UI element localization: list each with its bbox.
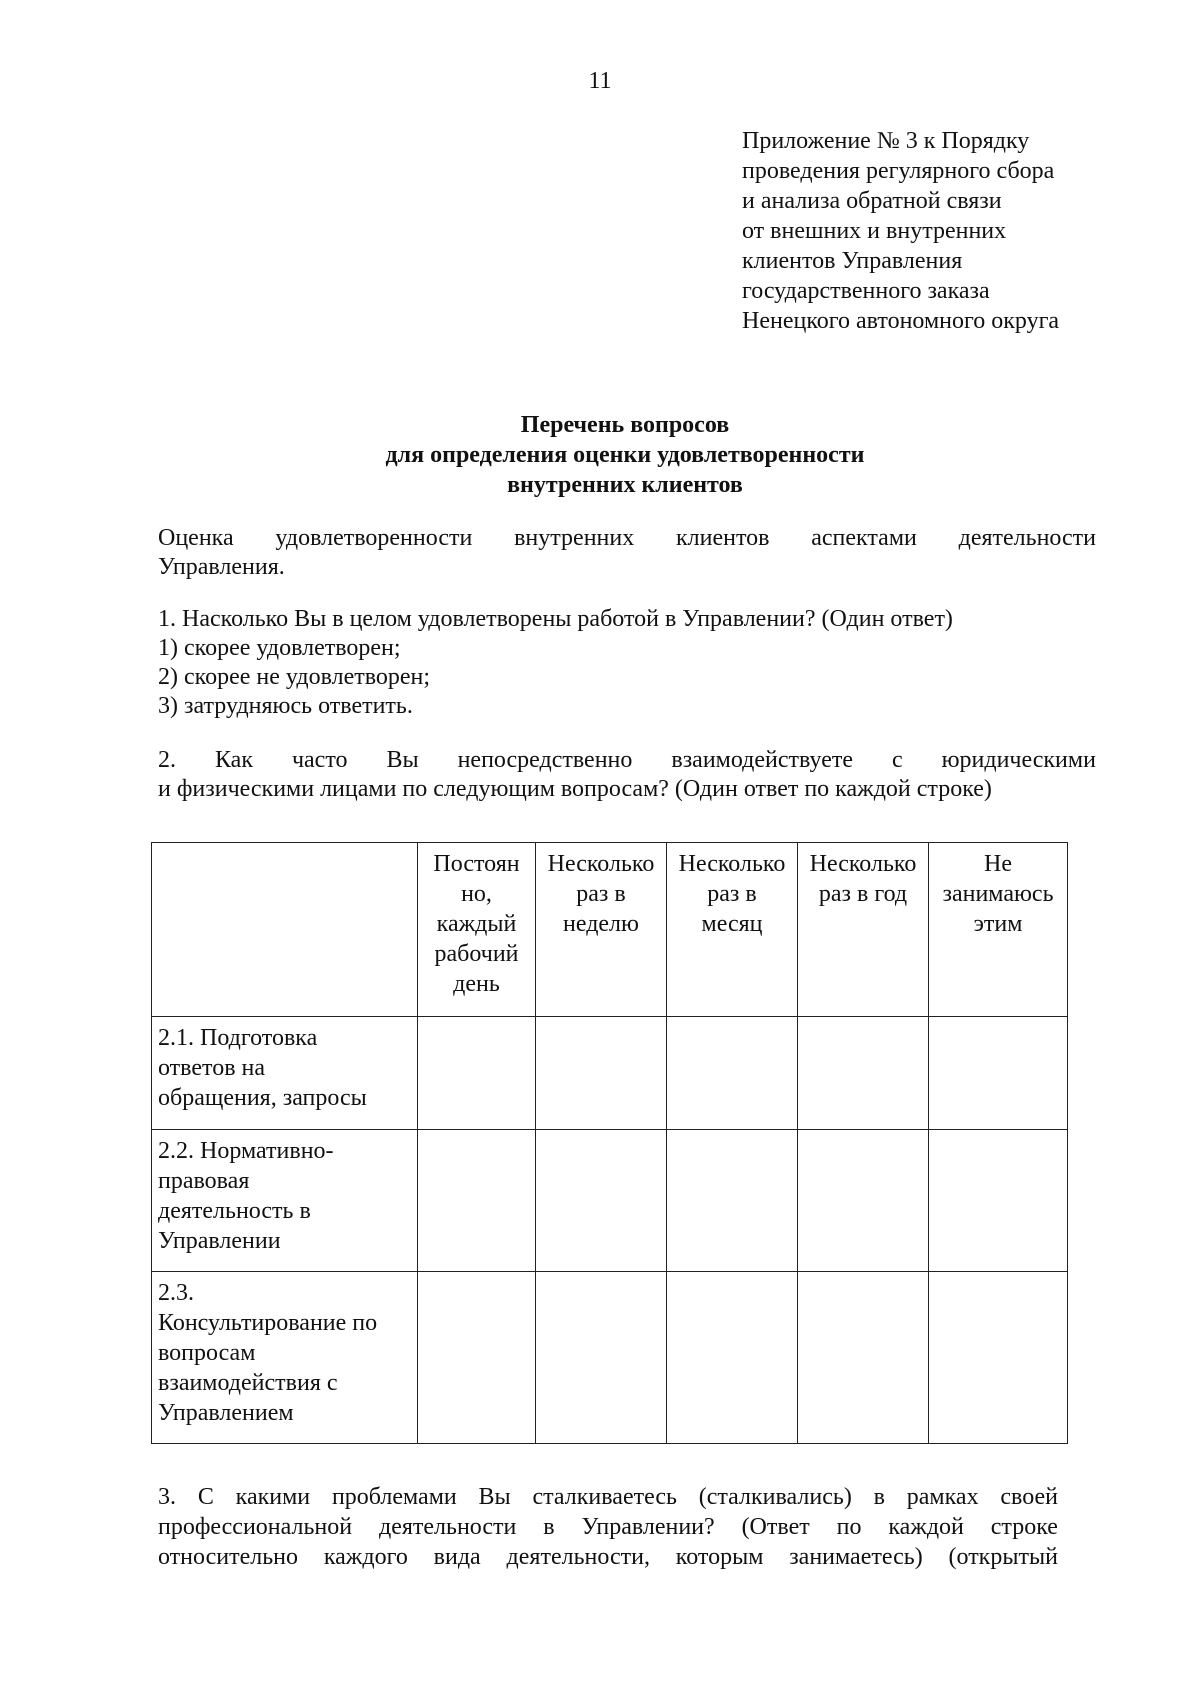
word: в [873,1484,885,1510]
header-line: рабочий [434,941,519,967]
header-line: Постоян [433,851,520,877]
table-row [152,1130,1068,1272]
question-3-line-3 [158,1542,1058,1572]
header-daily [418,843,536,1017]
answer-cell[interactable] [418,1272,536,1444]
word: вида [433,1544,481,1570]
header-line: каждый [436,911,517,937]
row-label-line: Управлении [158,1228,281,1254]
word: Оценка [158,525,234,551]
word: С [197,1484,214,1510]
header-monthly [667,843,798,1017]
intro-line-1 [158,524,1096,553]
title-line: внутренних клиентов [507,472,743,498]
word: деятельности [958,525,1096,551]
question-3-line-1 [158,1482,1058,1512]
table-row [152,1017,1068,1130]
row-label-line: взаимодействия с [158,1370,338,1396]
answer-cell[interactable] [536,1017,667,1130]
word: каждого [323,1544,408,1570]
word: сталкиваетесь [532,1484,677,1510]
answer-cell[interactable] [418,1130,536,1272]
header-line: Несколько [678,851,786,877]
question-3-line-2 [158,1512,1058,1542]
word: занимаетесь) [789,1544,923,1570]
row-label-line: 2.2. Нормативно- [158,1138,334,1164]
appendix-line: и анализа обратной связи [742,188,1002,214]
document-title [150,410,1100,500]
intro-paragraph [158,524,1096,582]
word: которым [675,1544,764,1570]
word: каждой [888,1514,964,1540]
frequency-table [151,842,1068,1444]
word: строке [990,1514,1058,1540]
title-line: Перечень вопросов [520,412,730,438]
header-line: день [453,971,500,997]
header-line: Несколько [809,851,917,877]
word: деятельности, [506,1544,650,1570]
row-label-line: ответов на [158,1055,266,1081]
header-line: раз в [707,881,757,907]
appendix-line: от внешних и внутренних [742,218,1007,244]
answer-cell[interactable] [798,1272,929,1444]
answer-cell[interactable] [929,1017,1068,1130]
row-label [152,1017,418,1130]
answer-cell[interactable] [536,1130,667,1272]
word: профессиональной [158,1514,353,1540]
word: (открытый [948,1544,1058,1570]
header-yearly [798,843,929,1017]
row-label-line: Управлением [158,1400,294,1426]
question-2-line-1 [158,746,1096,775]
header-line: месяц [701,911,763,937]
row-label-line: вопросам [158,1340,256,1366]
appendix-reference [742,126,1142,336]
appendix-line: Приложение № 3 к Порядку [742,128,1030,154]
word: юридическими [941,747,1096,773]
row-label-line: 2.3. [158,1280,194,1306]
appendix-line: проведения регулярного сбора [742,158,1055,184]
word: своей [1000,1484,1058,1510]
word: Вы [478,1484,511,1510]
header-line: раз в [576,881,626,907]
intro-line-2: Управления. [158,554,285,580]
header-line: неделю [563,911,639,937]
word: аспектами [811,525,917,551]
answer-cell[interactable] [798,1017,929,1130]
row-label-line: деятельность в [158,1198,311,1224]
word: клиентов [675,525,770,551]
word: по [836,1514,862,1540]
question-2-line-2: и физическими лицами по следующим вопросам? (Один ответ по каждой строке) [158,776,992,802]
answer-option: 3) затрудняюсь ответить. [158,693,413,719]
word: взаимодействуете [671,747,853,773]
header-line: Несколько [547,851,655,877]
answer-cell[interactable] [418,1017,536,1130]
table-row [152,1272,1068,1444]
question-1 [158,605,1096,721]
word: Как [214,747,253,773]
row-label-line: Консультирование по [158,1310,378,1336]
word: 3. [158,1484,176,1510]
question-3 [158,1482,1058,1572]
word: (Ответ [741,1514,810,1540]
header-line: раз в год [818,881,908,907]
header-line: Не [984,851,1012,877]
row-label-line: 2.1. Подготовка [158,1025,318,1051]
word: удовлетворенности [275,525,473,551]
answer-cell[interactable] [536,1272,667,1444]
row-label [152,1130,418,1272]
word: в [543,1514,555,1540]
title-line: для определения оценки удовлетворенности [385,442,865,468]
appendix-line: государственного заказа [742,278,990,304]
header-not-involved [929,843,1068,1017]
word: (сталкивались) [698,1484,852,1510]
word: 2. [158,747,176,773]
answer-cell[interactable] [929,1130,1068,1272]
word: какими [235,1484,311,1510]
answer-option: 2) скорее не удовлетворен; [158,664,431,690]
appendix-line: Ненецкого автономного округа [742,308,1060,334]
answer-cell[interactable] [667,1017,798,1130]
word: непосредственно [457,747,633,773]
question-1-text: 1. Насколько Вы в целом удовлетворены работой в Управлении? (Один ответ) [158,606,953,632]
header-line: но, [461,881,492,907]
word: с [891,747,903,773]
header-line: занимаюсь [942,881,1054,907]
answer-cell[interactable] [667,1130,798,1272]
page-number: 11 [588,68,612,94]
word: внутренних [514,525,635,551]
word: рамках [906,1484,979,1510]
answer-cell[interactable] [929,1272,1068,1444]
word: Управлении? [581,1514,715,1540]
answer-option: 1) скорее удовлетворен; [158,635,401,661]
answer-cell[interactable] [798,1130,929,1272]
word: относительно [158,1544,299,1570]
appendix-line: клиентов Управления [742,248,963,274]
word: часто [291,747,348,773]
question-2 [158,746,1096,804]
row-label-line: правовая [158,1168,250,1194]
table-header-row [152,843,1068,1017]
word: проблемами [331,1484,457,1510]
answer-cell[interactable] [667,1272,798,1444]
word: деятельности [378,1514,517,1540]
row-label [152,1272,418,1444]
header-weekly [536,843,667,1017]
word: Вы [386,747,419,773]
row-label-line: обращения, запросы [158,1085,367,1111]
header-line: этим [973,911,1023,937]
header-empty-cell [152,843,418,1017]
